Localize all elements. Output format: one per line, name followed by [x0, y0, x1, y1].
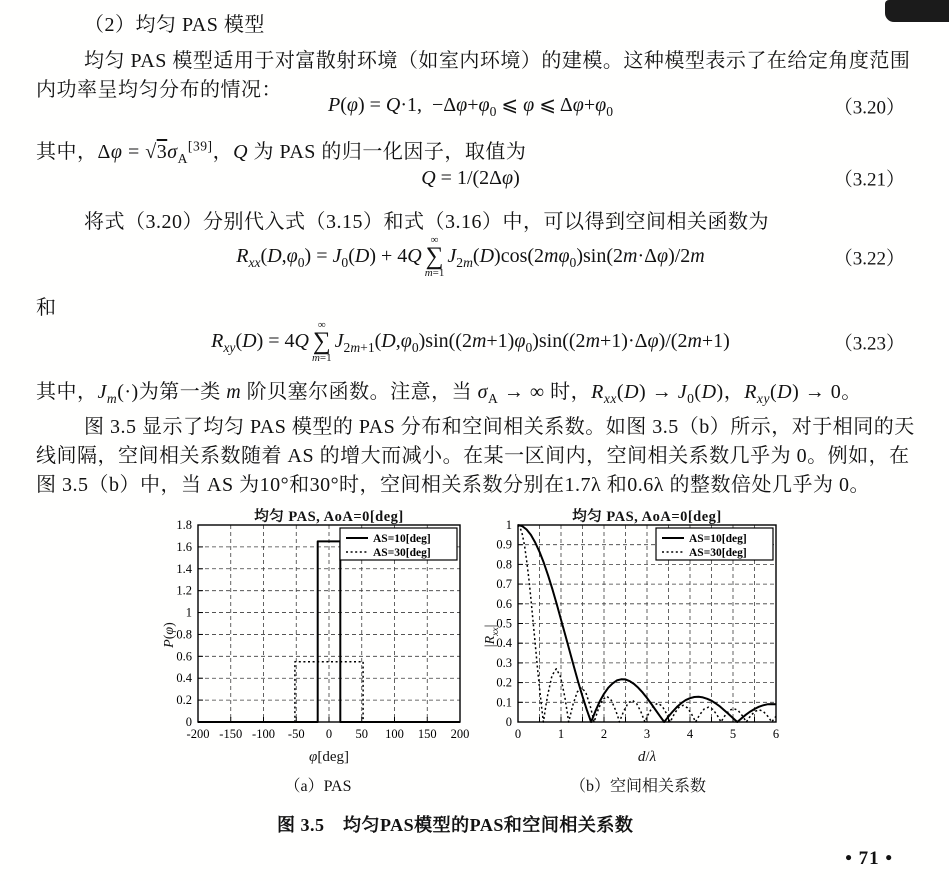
svg-text:0.1: 0.1	[496, 695, 512, 710]
equation-3-23	[36, 313, 905, 371]
svg-text:200: 200	[450, 727, 470, 741]
chart-b-caption: （b）空间相关系数	[569, 778, 706, 795]
equation-3-21-formula: Q = 1/(2Δφ)	[421, 166, 520, 189]
chart-a-x-axis-label: φ[deg]	[309, 749, 349, 765]
where-line: 其中，$\Delta\varphi = √3\sigma_A[39]$，Q 为 PAS 的归一化因子，取值为	[36, 138, 527, 166]
svg-text:0.5: 0.5	[496, 616, 512, 631]
paragraph-2-line-2: 线间隔，空间相关系数随着 AS 的增大而减小。在某一区间内，空间相关系数几乎为 0。例如，在	[36, 445, 910, 467]
page-number: • 71 •	[845, 848, 893, 869]
svg-text:1.6: 1.6	[176, 539, 192, 554]
svg-text:0.6: 0.6	[496, 596, 512, 611]
svg-text:150: 150	[417, 727, 437, 741]
svg-text:0.2: 0.2	[176, 693, 192, 708]
svg-text:0.2: 0.2	[496, 675, 512, 690]
svg-text:0.4: 0.4	[176, 671, 192, 686]
svg-text:0.9: 0.9	[496, 537, 512, 552]
chart-a-y-axis-label: P(φ)	[162, 622, 177, 648]
equation-3-20-formula: P(φ) = Q·1, $-\Delta\varphi+\varphi_0$ ⩽ φ ⩽ $\Delta\varphi+\varphi_0$	[327, 94, 613, 119]
chart-a-caption: （a）PAS	[284, 778, 352, 795]
svg-text:1.8: 1.8	[176, 518, 192, 532]
svg-text:AS=10[deg]: AS=10[deg]	[689, 533, 747, 545]
svg-text:0: 0	[325, 727, 333, 741]
equation-3-21	[36, 162, 905, 194]
chart-b-y-axis-label: $|R_{xx}|$	[483, 624, 501, 648]
svg-text:0: 0	[185, 715, 192, 729]
svg-text:5: 5	[729, 727, 737, 741]
equation-3-20	[36, 90, 905, 122]
svg-text:1: 1	[505, 518, 512, 532]
svg-text:0: 0	[505, 715, 512, 729]
figure-caption: 图 3.5 均匀PAS模型的PAS和空间相关系数	[277, 815, 634, 835]
svg-text:AS=30[deg]: AS=30[deg]	[373, 547, 431, 559]
svg-text:0.7: 0.7	[496, 577, 512, 592]
figure-3-5-chart-b	[478, 505, 798, 797]
svg-text:1: 1	[185, 605, 192, 620]
svg-text:6: 6	[772, 727, 780, 741]
svg-text:-100: -100	[252, 727, 275, 741]
svg-text:-150: -150	[219, 727, 243, 741]
svg-text:2: 2	[600, 727, 608, 741]
bessel-note-line: 其中，$J_m(\cdot)$为第一类 m 阶贝塞尔函数。注意，当 $\sigma_A$ → ∞ 时，$R_{xx}(D) \to J_0(D)$，$R_{xy}(D) \to 0$。	[36, 381, 862, 406]
svg-text:0.4: 0.4	[496, 636, 512, 651]
chart-a-canvas	[158, 505, 478, 745]
svg-text:0.6: 0.6	[176, 649, 192, 664]
substitution-line: 将式（3.20）分别代入式（3.15）和式（3.16）中，可以得到空间相关函数为	[84, 211, 769, 233]
svg-text:-50: -50	[287, 727, 305, 741]
svg-text:4: 4	[686, 727, 694, 741]
chart-a-title: 均匀 PAS, AoA=0[deg]	[254, 509, 404, 525]
chart-b-canvas	[478, 505, 798, 745]
scan-corner-artifact	[885, 0, 949, 22]
equation-3-23-formula: $R_{xy}(D) = 4Q$ ∞ ∑ m=1 $J_{2m+1}(D,\varphi_0)\sin((2m+1)\varphi_0)\sin((2m+1)\cdot\Delta\varphi)/(2m+1)$	[211, 318, 730, 364]
equation-3-21-label: （3.21）	[833, 169, 905, 191]
equation-3-23-label: （3.23）	[833, 333, 905, 355]
paragraph-1-line-2: 内功率呈均匀分布的情况：	[36, 79, 282, 101]
figure-3-5-chart-a	[158, 505, 478, 797]
chart-b-title: 均匀 PAS, AoA=0[deg]	[572, 509, 722, 525]
paragraph-1-line-1: 均匀 PAS 模型适用于对富散射环境（如室内环境）的建模。这种模型表示了在给定角度范围	[84, 50, 911, 72]
svg-text:3: 3	[643, 727, 651, 741]
equation-3-22-formula: $R_{xx}(D,\varphi_0) = J_0(D) + 4Q$ ∞ ∑ m=1 $J_{2m}(D)\cos(2m\varphi_0)\sin(2m\cdot\Delta\varphi)/2m$	[236, 233, 705, 279]
svg-text:50: 50	[355, 727, 368, 741]
svg-text:0.8: 0.8	[496, 557, 512, 572]
svg-text:0.8: 0.8	[176, 627, 192, 642]
equation-3-22-label: （3.22）	[833, 248, 905, 270]
svg-text:AS=10[deg]: AS=10[deg]	[373, 533, 431, 545]
chart-b-x-axis-label: d/λ	[637, 749, 657, 765]
paragraph-2-line-3: 图 3.5（b）中，当 AS 为10°和30°时，空间相关系数分别在1.7λ 和0.6λ 的整数倍处几乎为 0。	[36, 474, 870, 496]
paragraph-2-line-1: 图 3.5 显示了均匀 PAS 模型的 PAS 分布和空间相关系数。如图 3.5（b）所示，对于相同的天	[84, 416, 915, 438]
section-heading: （2）均匀 PAS 模型	[84, 14, 265, 36]
svg-text:1: 1	[557, 727, 565, 741]
svg-text:0: 0	[514, 727, 522, 741]
svg-text:100: 100	[385, 727, 404, 741]
equation-3-20-label: （3.20）	[833, 97, 905, 119]
and-line: 和	[36, 297, 57, 319]
equation-3-22	[36, 228, 905, 286]
svg-text:1.2: 1.2	[176, 583, 192, 598]
svg-text:-200: -200	[186, 727, 210, 741]
svg-text:1.4: 1.4	[176, 561, 192, 576]
svg-text:AS=30[deg]: AS=30[deg]	[689, 547, 747, 559]
svg-text:0.3: 0.3	[496, 655, 512, 670]
